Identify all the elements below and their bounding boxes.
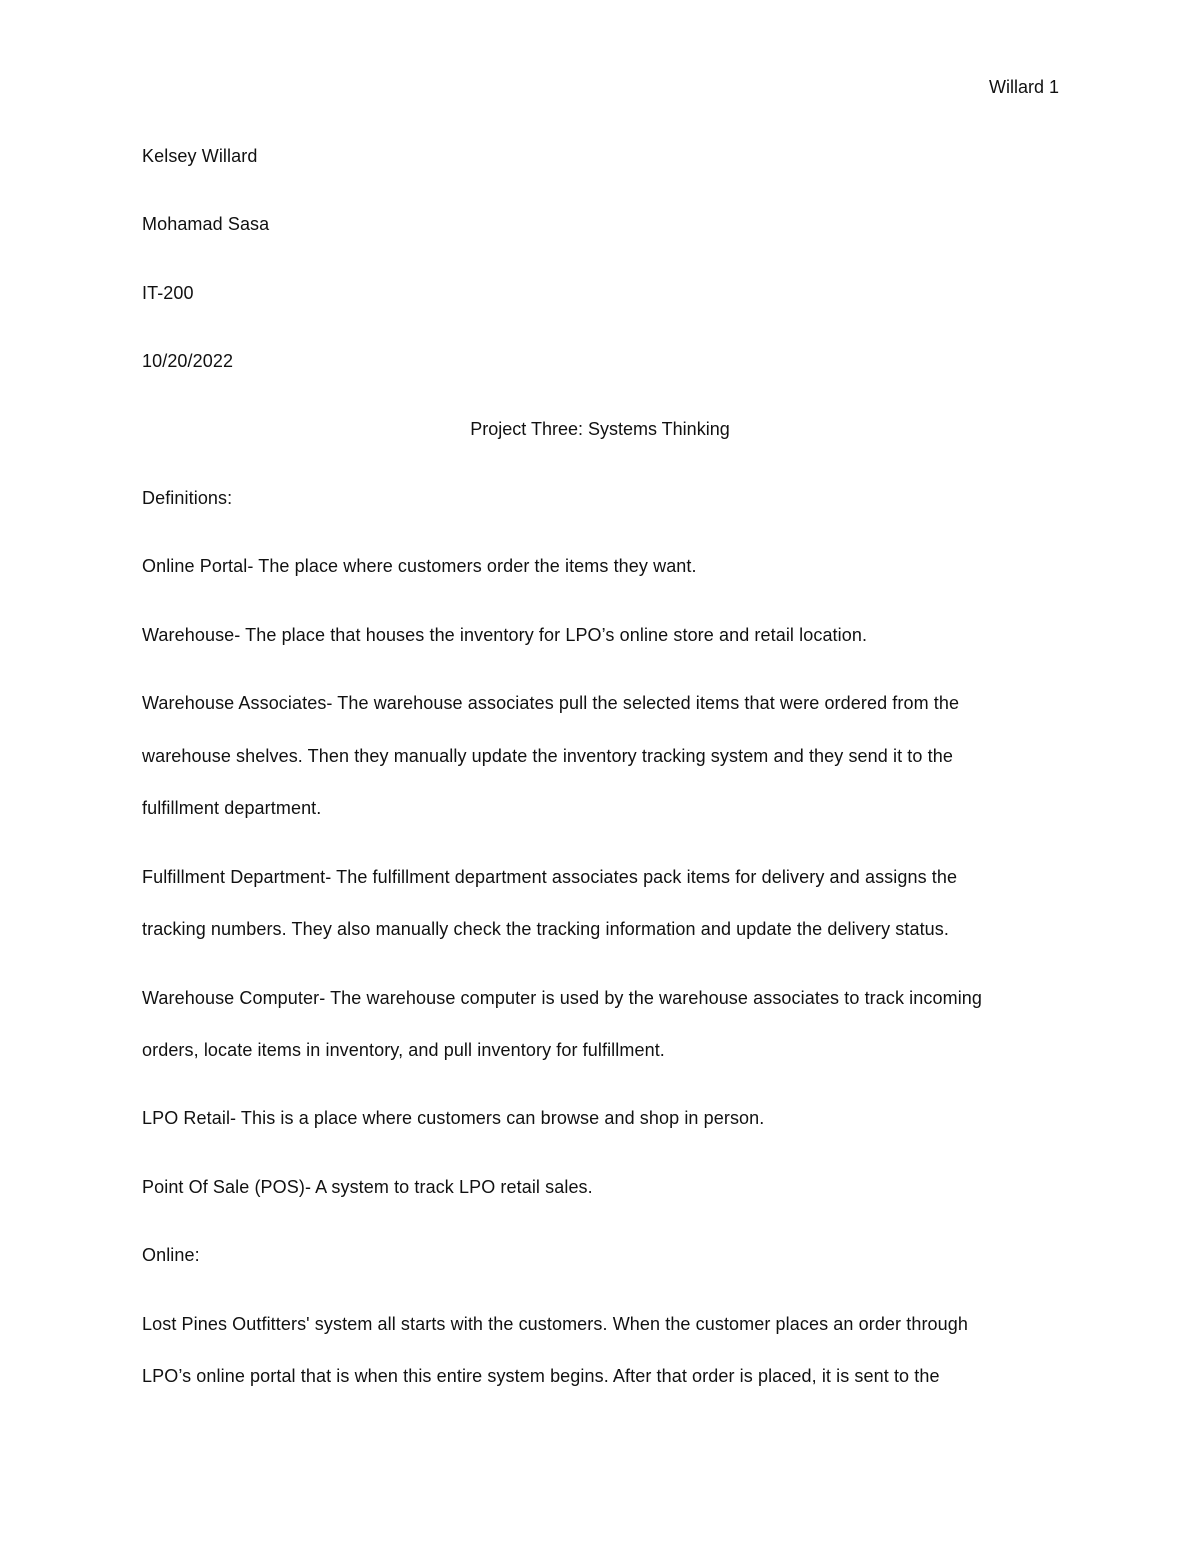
definition-warehouse-computer-line-1: Warehouse Computer- The warehouse computer is used by the warehouse associates to track incoming [142,988,983,1008]
instructor-name: Mohamad Sasa [142,214,270,234]
running-head: Willard 1 [988,77,1059,97]
definitions-heading: Definitions: [142,488,233,508]
online-heading: Online: [142,1245,200,1265]
definition-online-portal: Online Portal- The place where customers order the items they want. [142,556,697,576]
definition-warehouse: Warehouse- The place that houses the inventory for LPO’s online store and retail location. [142,625,868,645]
definition-warehouse-associates-line-1: Warehouse Associates- The warehouse associates pull the selected items that were ordered from the [142,693,960,713]
definition-warehouse-associates-line-2: warehouse shelves. Then they manually update the inventory tracking system and they send it to the [142,746,953,766]
document-title: Project Three: Systems Thinking [470,419,730,439]
definition-lpo-retail: LPO Retail- This is a place where customers can browse and shop in person. [142,1108,765,1128]
online-paragraph-line-1: Lost Pines Outfitters' system all starts with the customers. When the customer places an order through [142,1314,968,1334]
course-code: IT-200 [142,283,194,303]
definition-point-of-sale: Point Of Sale (POS)- A system to track LPO retail sales. [142,1177,593,1197]
document-date: 10/20/2022 [142,351,234,371]
definition-fulfillment-line-1: Fulfillment Department- The fulfillment department associates pack items for delivery and assigns the [142,867,958,887]
definition-warehouse-associates-line-3: fulfillment department. [142,798,322,818]
online-paragraph-line-2: LPO’s online portal that is when this entire system begins. After that order is placed, it is sent to the [142,1366,940,1386]
definition-warehouse-computer-line-2: orders, locate items in inventory, and pull inventory for fulfillment. [142,1040,665,1060]
author-name: Kelsey Willard [142,146,258,166]
definition-fulfillment-line-2: tracking numbers. They also manually check the tracking information and update the delivery status. [142,919,949,939]
